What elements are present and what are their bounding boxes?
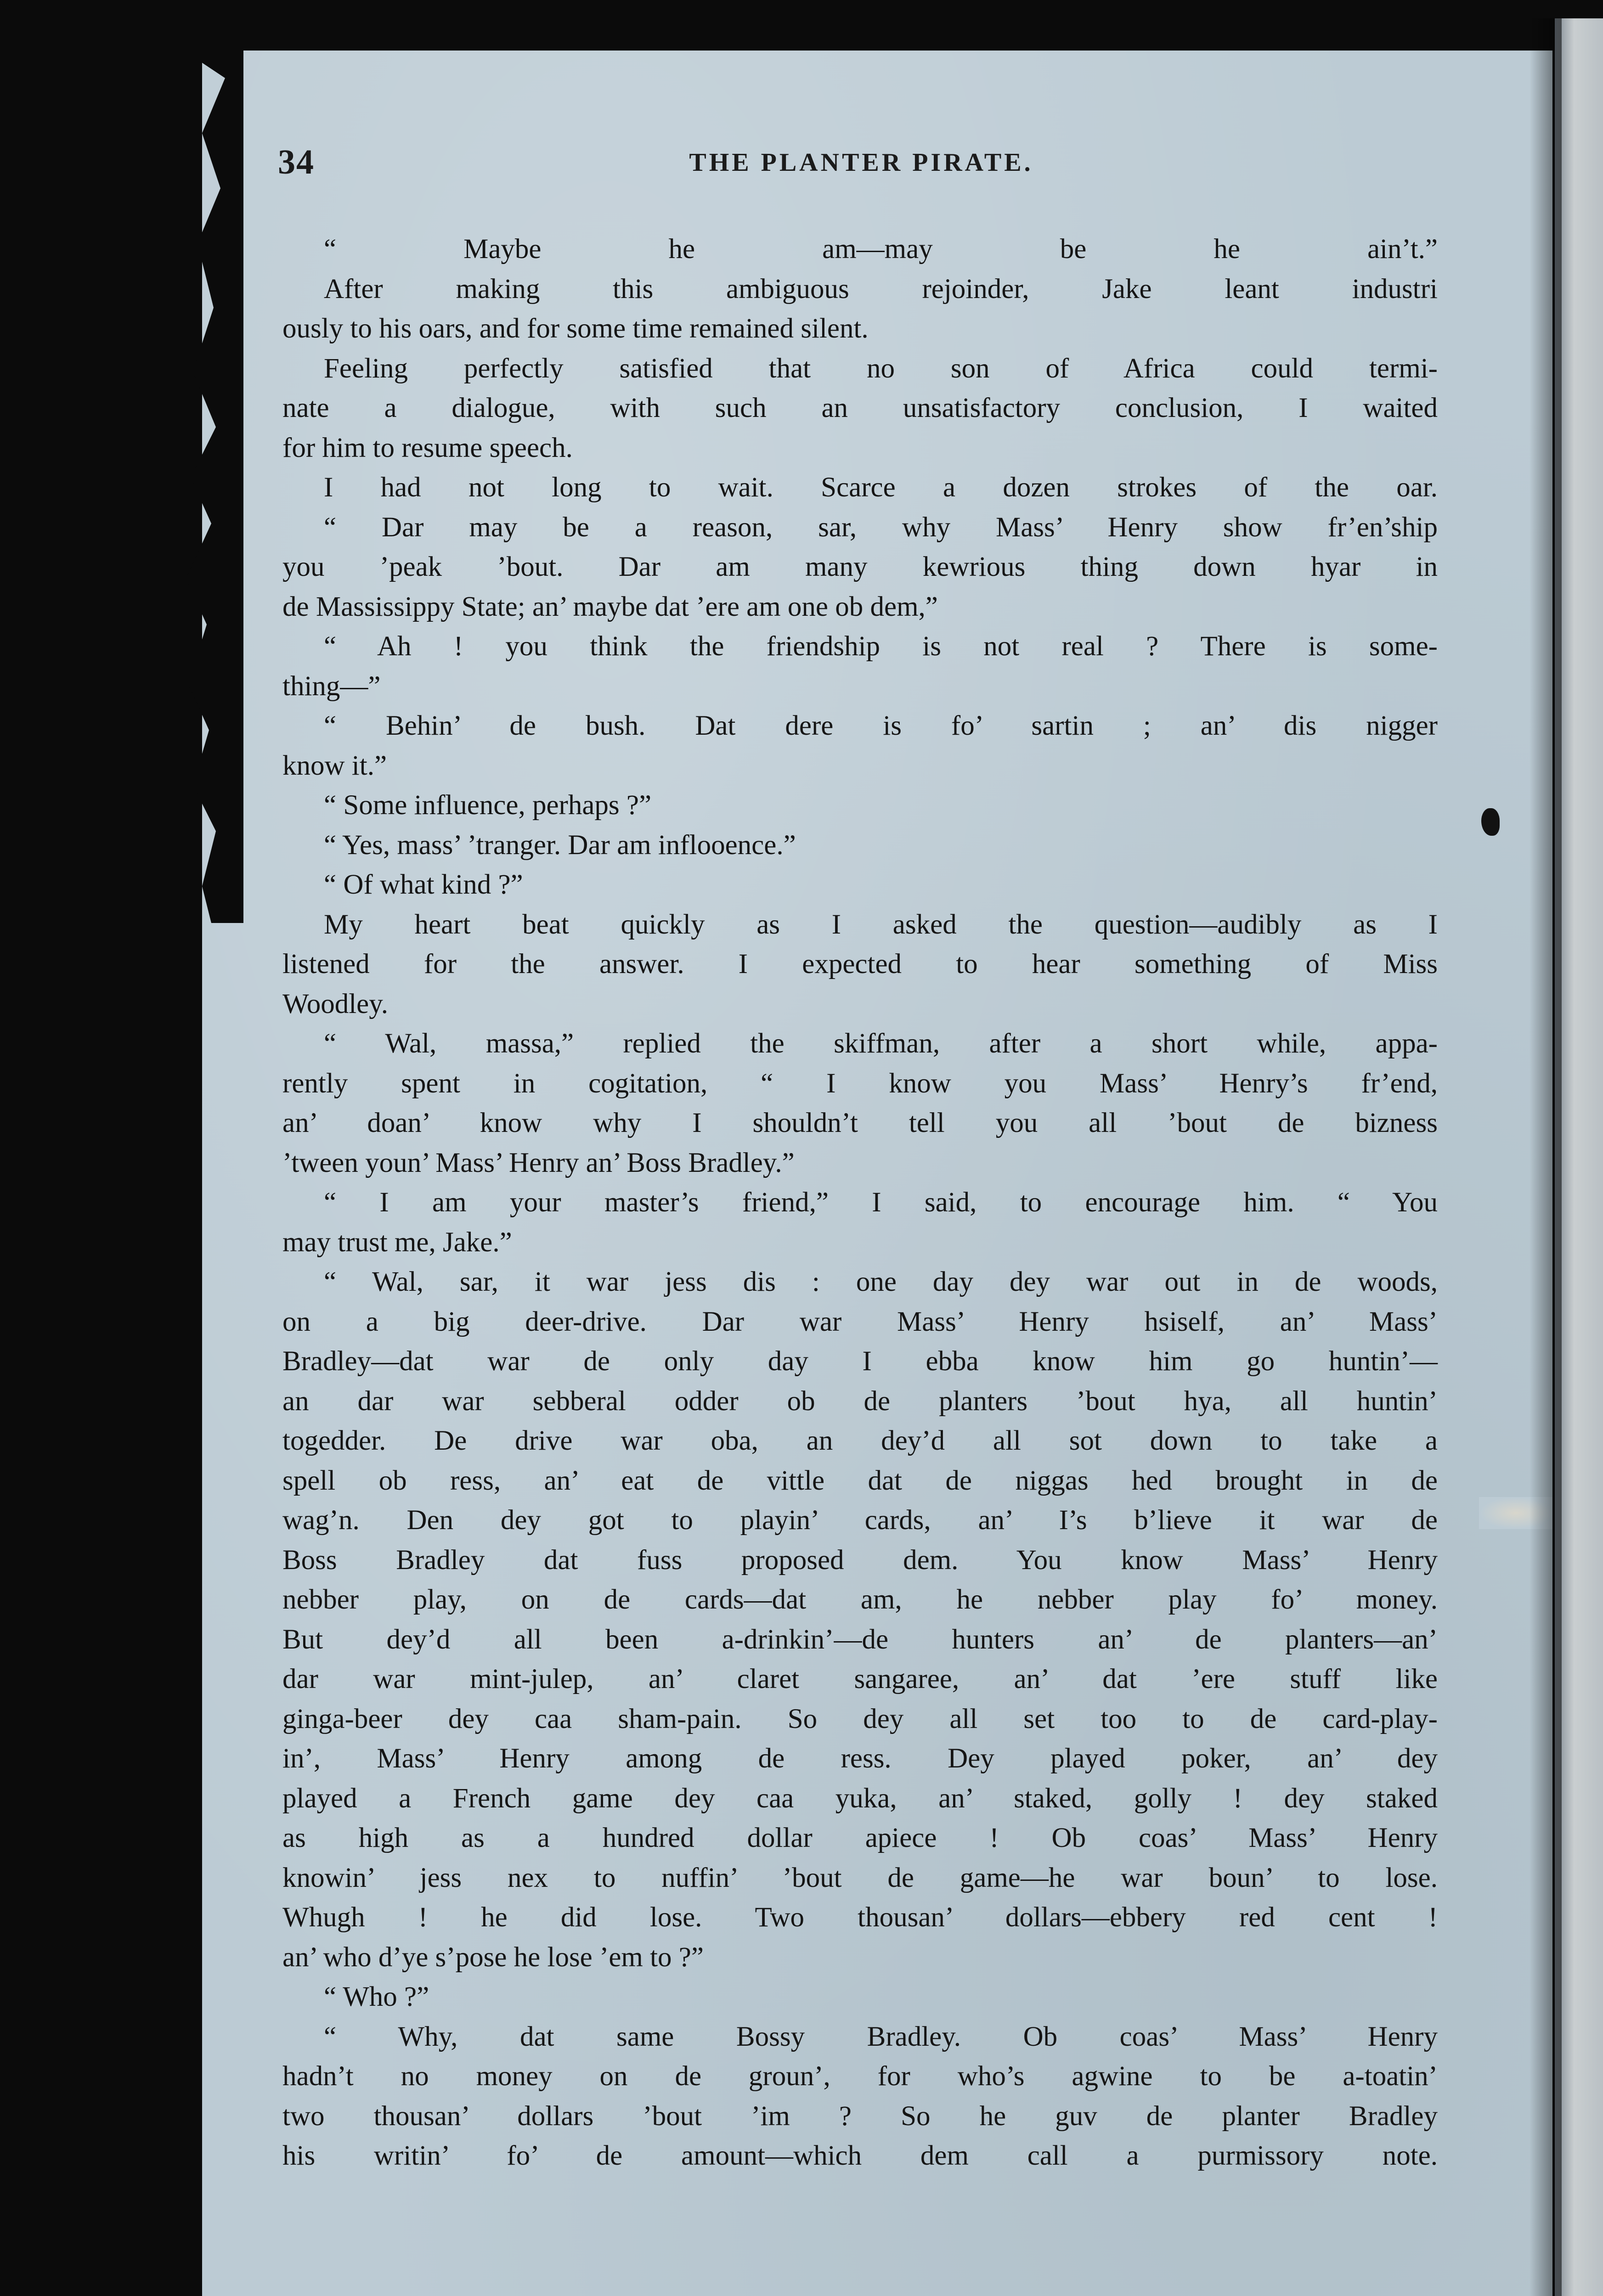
text-line: I had not long to wait. Scarce a dozen strokes of the oar. xyxy=(324,472,1438,503)
text-line: Bradley—dat war de only day I ebba know him go huntin’— xyxy=(282,1346,1438,1377)
text-line: ously to his oars, and for some time remained silent. xyxy=(282,313,869,344)
text-line: “ Wal, sar, it war jess dis : one day dey war out in de woods, xyxy=(324,1266,1438,1297)
text-line: may trust me, Jake.” xyxy=(282,1227,512,1258)
text-line: My heart beat quickly as I asked the question—audibly as I xyxy=(324,909,1438,940)
text-line: you ’peak ’bout. Dar am many kewrious thing down hyar in xyxy=(282,551,1438,582)
text-line: ginga-beer dey caa sham-pain. So dey all set too to de card-play- xyxy=(282,1703,1438,1734)
text-line: an dar war sebberal odder ob de planters ’bout hya, all huntin’ xyxy=(282,1385,1438,1417)
text-line: his writin’ fo’ de amount—which dem call a purmissory note. xyxy=(282,2140,1438,2171)
text-line: nate a dialogue, with such an unsatisfactory conclusion, I waited xyxy=(282,393,1438,423)
text-line: “ Behin’ de bush. Dat dere is fo’ sartin ; an’ dis nigger xyxy=(324,710,1438,741)
text-line: knowin’ jess nex to nuffin’ ’bout de game—he war boun’ to lose. xyxy=(282,1862,1438,1893)
text-line: wag’n. Den dey got to playin’ cards, an’ I’s b’lieve it war de xyxy=(282,1505,1438,1536)
facing-page-edge xyxy=(1555,18,1603,2296)
running-head xyxy=(278,142,1445,193)
text-line: two thousan’ dollars ’bout ’im ? So he guv de planter Bradley xyxy=(282,2100,1438,2132)
text-line: Feeling perfectly satisfied that no son of Africa could termi- xyxy=(324,353,1438,384)
text-line: “ Of what kind ?” xyxy=(324,869,523,900)
text-line: But dey’d all been a-drinkin’—de hunters an’ de planters—an’ xyxy=(282,1624,1438,1655)
text-line: “ Maybe he am—may be he ain’t.” xyxy=(324,234,1438,264)
torn-page-edge xyxy=(184,51,243,923)
text-line: for him to resume speech. xyxy=(282,432,573,463)
text-line: ’tween youn’ Mass’ Henry an’ Boss Bradley.” xyxy=(282,1147,795,1178)
text-line: spell ob ress, an’ eat de vittle dat de niggas hed brought in de xyxy=(282,1465,1438,1496)
text-line: know it.” xyxy=(282,750,387,781)
text-line: in’, Mass’ Henry among de ress. Dey played poker, an’ dey xyxy=(282,1743,1438,1774)
text-line: played a French game dey caa yuka, an’ staked, golly ! dey staked xyxy=(282,1783,1438,1814)
text-line: rently spent in cogitation, “ I know you Mass’ Henry’s fr’end, xyxy=(282,1068,1438,1099)
text-line: “ Who ?” xyxy=(324,1981,429,2012)
page-number: 34 xyxy=(278,143,315,181)
text-line: “ Some influence, perhaps ?” xyxy=(324,790,652,821)
text-line: an’ who d’ye s’pose he lose ’em to ?” xyxy=(282,1941,704,1973)
text-line: as high as a hundred dollar apiece ! Ob coas’ Mass’ Henry xyxy=(282,1823,1438,1853)
text-line: on a big deer-drive. Dar war Mass’ Henry hsiself, an’ Mass’ xyxy=(282,1306,1438,1337)
page-title: THE PLANTER PIRATE. xyxy=(689,148,1033,177)
text-line: “ Wal, massa,” replied the skiffman, after a short while, appa- xyxy=(324,1028,1438,1059)
text-line: Whugh ! he did lose. Two thousan’ dollars—ebbery red cent ! xyxy=(282,1902,1438,1933)
text-line: “ Yes, mass’ ’tranger. Dar am inflooence.” xyxy=(324,829,796,861)
text-line: “ Why, dat same Bossy Bradley. Ob coas’ Mass’ Henry xyxy=(324,2021,1438,2052)
text-line: Woodley. xyxy=(282,988,389,1019)
body-text xyxy=(282,230,1438,2176)
text-line: thing—” xyxy=(282,670,381,702)
text-line: hadn’t no money on de groun’, for who’s agwine to be a-toatin’ xyxy=(282,2061,1438,2092)
text-line: “ I am your master’s friend,” I said, to encourage him. “ You xyxy=(324,1187,1438,1218)
spine-shadow xyxy=(1530,18,1562,2296)
text-line: listened for the answer. I expected to hear something of Miss xyxy=(282,949,1438,979)
text-line: togedder. De drive war oba, an dey’d all sot down to take a xyxy=(282,1425,1438,1456)
text-line: After making this ambiguous rejoinder, Jake leant industri xyxy=(324,273,1438,304)
text-line: “ Ah ! you think the friendship is not real ? There is some- xyxy=(324,631,1438,662)
text-line: nebber play, on de cards—dat am, he nebber play fo’ money. xyxy=(282,1584,1438,1615)
text-line: Boss Bradley dat fuss proposed dem. You know Mass’ Henry xyxy=(282,1544,1438,1576)
text-line: dar war mint-julep, an’ claret sangaree, an’ dat ’ere stuff like xyxy=(282,1664,1438,1694)
ink-mark xyxy=(1481,808,1500,836)
text-line: de Massissippy State; an’ maybe dat ’ere am one ob dem,” xyxy=(282,591,938,622)
text-line: “ Dar may be a reason, sar, why Mass’ Henry show fr’en’ship xyxy=(324,512,1438,543)
text-line: an’ doan’ know why I shouldn’t tell you all ’bout de bizness xyxy=(282,1108,1438,1138)
